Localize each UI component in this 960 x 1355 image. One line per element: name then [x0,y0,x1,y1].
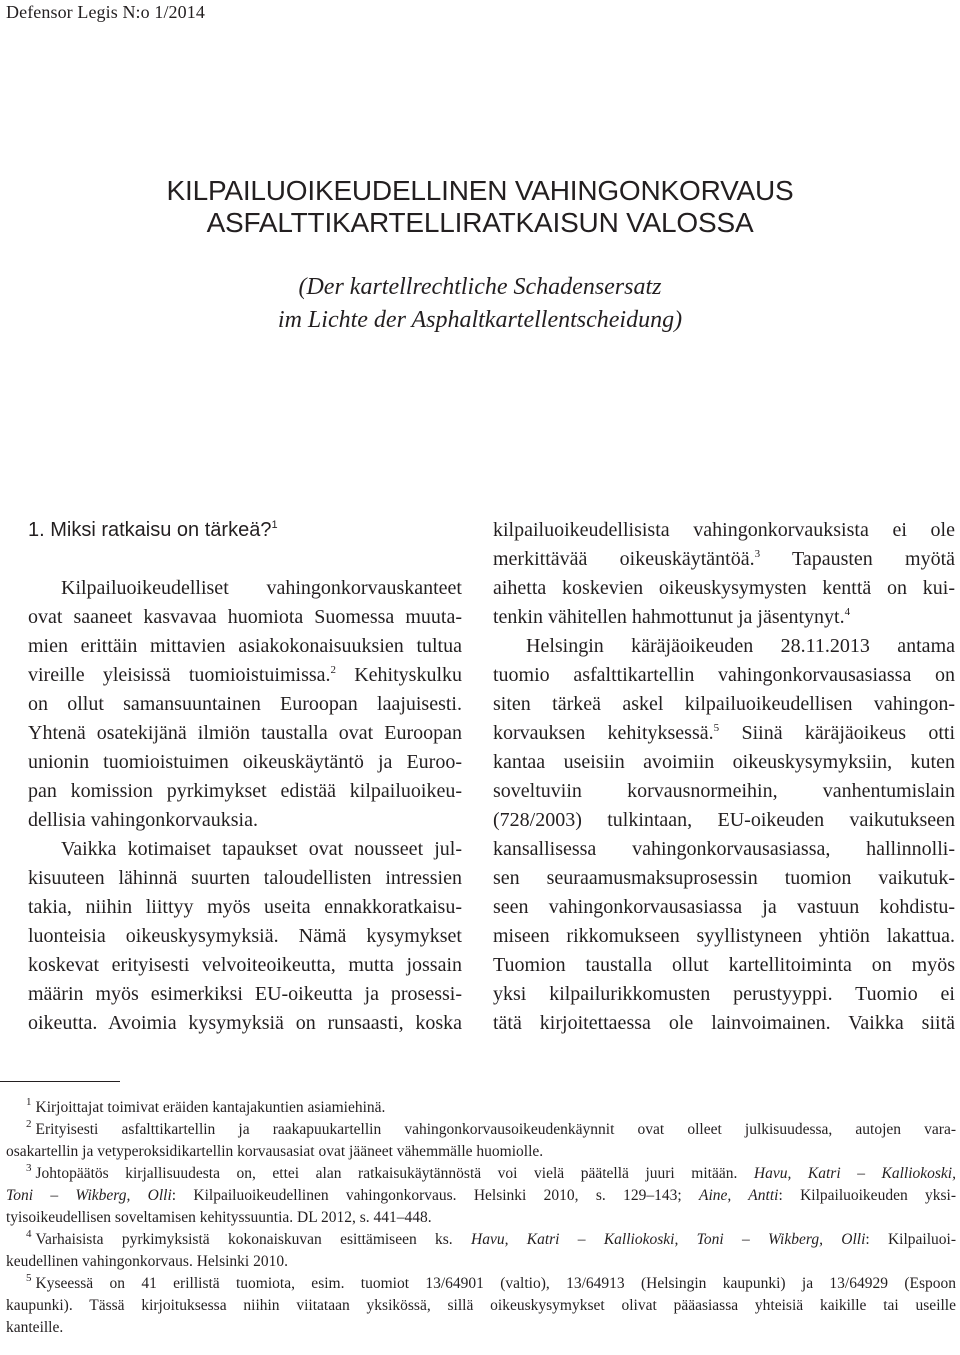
text-line: takia, niihin liittyy myös useita ennakkoratkaisu- [28,896,462,918]
text-line: mien erittäin mittavien asiakokonaisuuksien tultua [28,635,462,657]
text-line: Vaikka kotimaiset tapaukset ovat nousseet jul- [61,838,462,860]
text-line: Tuomion taustalla ollut kartellitoiminta on myös [493,954,955,976]
footnote-divider [0,1081,120,1082]
text-line: kantaa useisiin avoimiin oikeuskysymyksiin, kuten [493,751,955,773]
footnote-ref[interactable]: 4 [844,606,851,618]
footnote-2-cont: osakartellin ja vetyperoksidikartellin korvausasiat ovat jääneet vähemmälle huomiolle. [6,1143,544,1160]
text-line: (728/2003) tulkintaan, EU-oikeuden vaikutukseen [493,809,955,831]
text-line: merkittävää oikeuskäytäntöä.$^3$ Tapausten myötä [493,548,956,570]
title-line: ASFALTTIKARTELLIRATKAISUN VALOSSA [206,207,754,238]
footnote-3-cont: tyisoikeudellisen soveltamisen kehityssuuntia. DL 2012, s. 441–448. [6,1209,432,1226]
text-line: vireille yleisissä tuomioistuimissa.$^2$ Kehityskulku [28,664,463,686]
footnote-3: $^3$ Johtopäätös kirjallisuudesta on, ettei alan ratkaisukäytännöstä voi vielä päätellä juuri mitään. Havu, Katri – Kalliokoski, [26,1162,956,1182]
footnote-number: 1 [26,1096,32,1108]
footnote-4-cont: keudellinen vahingonkorvaus. Helsinki 2010. [6,1253,288,1270]
text-line: kansallisessa vahingonkorvausasiassa, hallinnolli- [493,838,955,860]
subtitle-line: im Lichte der Asphaltkartellentscheidung) [277,307,683,333]
subtitle-line: (Der kartellrechtliche Schadensersatz [298,274,662,300]
footnote-4: $^4$ Varhaisista pyrkimyksistä kokonaiskuvan esittämiseen ks. Havu, Katri – Kalliokoski, Toni – Wikberg, Olli: Kilpailuoi- [26,1228,957,1248]
footnote-number: 3 [26,1162,32,1174]
footnotes [6,1097,956,1339]
text-line: pan komission pyrkimykset edistää kilpailuoikeu- [28,780,462,802]
footnote-ref[interactable]: 5 [713,722,720,734]
footnote-3-cont: Toni – Wikberg, Olli: Kilpailuoikeudellinen vahingonkorvaus. Helsinki 2010, s. 129–143; Aine, Antti: Kilpailuoikeuden yksi- [6,1187,957,1204]
text-line: Helsingin käräjäoikeuden 28.11.2013 antama [526,635,955,657]
text-line: tuomio asfalttikartellin vahingonkorvausasiassa on [493,664,955,686]
text-line: Yhtenä osatekijänä ilmiön taustalla ovat Euroopan [28,722,462,744]
article-subtitle [0,271,960,337]
footnote-number: 4 [26,1228,32,1240]
text-line: aihetta koskevien oikeuskysymysten kenttä on kui- [493,577,955,599]
text-line: määrin myös esimerkiksi EU-oikeutta ja prosessi- [28,983,462,1005]
text-line: dellisia vahingonkorvauksia. [28,809,258,831]
body-column-left [28,516,462,1038]
text-line: kisuuteen lähinnä suurten taloudellisten intressien [28,867,462,889]
text-line: yksi kilpailurikkomusten perustyyppi. Tuomio ei [493,983,955,1005]
spacer [28,545,462,574]
title-line: KILPAILUOIKEUDELLINEN VAHINGONKORVAUS [166,175,794,206]
running-head: Defensor Legis N:o 1/2014 [6,2,205,22]
text-line: koskevat erityisesti velvoiteoikeutta, mutta jossain [28,954,462,976]
text-line: korvauksen kehityksessä.$^5$ Siinä käräjäoikeus otti [493,722,956,744]
text-line: soveltuviin korvausnormeihin, vanhentumislain [493,780,955,802]
article-title [0,175,960,239]
footnote-1: $^1$ Kirjoittajat toimivat eräiden kantajakuntien asiamiehinä. [26,1096,386,1116]
text-line: siten tärkeä askel kilpailuoikeudellisen vahingon- [493,693,955,715]
text-line: unionin tuomioistuimen oikeuskäytäntö ja Euroo- [28,751,462,773]
footnote-ref[interactable]: 2 [330,664,337,676]
footnote-5-cont: kanteille. [6,1319,64,1336]
text-line: sen seuraamusmaksuprosessin tuomion vaikutuk- [493,867,955,889]
text-line: seen vahingonkorvausasiassa ja vastuun kohdistu- [493,896,955,918]
section-heading: 1. Miksi ratkaisu on tärkeä?$^1$ [28,519,278,541]
footnote-number: 5 [26,1272,32,1284]
text-line: luonteisia oikeuskysymyksiä. Nämä kysymykset [28,925,462,947]
text-line: Kilpailuoikeudelliset vahingonkorvauskanteet [61,577,462,599]
text-line: tenkin vähitellen hahmottunut ja jäsentynyt.$^4$ [493,606,851,628]
footnote-number: 2 [26,1118,32,1130]
text-line: tätä kirjoitettaessa ole lainvoimainen. Vaikka siitä [493,1012,955,1034]
text-line: miseen rikkomukseen syyllistyneen yhtiön lakattua. [493,925,955,947]
text-line: ovat saaneet kasvavaa huomiota Suomessa muuta- [28,606,462,628]
body-column-right [493,516,955,1038]
footnote-ref[interactable]: 3 [754,548,761,560]
text-line: kilpailuoikeudellisista vahingonkorvauksista ei ole [493,519,955,541]
footnote-2: $^2$ Erityisesti asfalttikartellin ja raakapuukartellin vahingonkorvausoikeudenkäynnit ovat olleet julkisuudessa, autojen vara- [26,1118,956,1138]
footnote-5: $^5$ Kyseessä on 41 erillistä tuomiota, esim. tuomiot 13/64901 (valtio), 13/64913 (Helsingin kaupunki) ja 13/64929 (Espoon [26,1272,956,1292]
footnote-ref[interactable]: 1 [271,519,278,531]
footnote-5-cont: kaupunki). Tässä kirjoituksessa niihin viitataan yksikössä, sillä oikeuskysymykset olivat pääasiassa yhteisiä kaikille tai useille [6,1297,956,1314]
text-line: on ollut samansuuntainen Euroopan laajuisesti. [28,693,462,715]
text-line: oikeutta. Avoimia kysymyksiä on runsaasti, koska [28,1012,462,1034]
